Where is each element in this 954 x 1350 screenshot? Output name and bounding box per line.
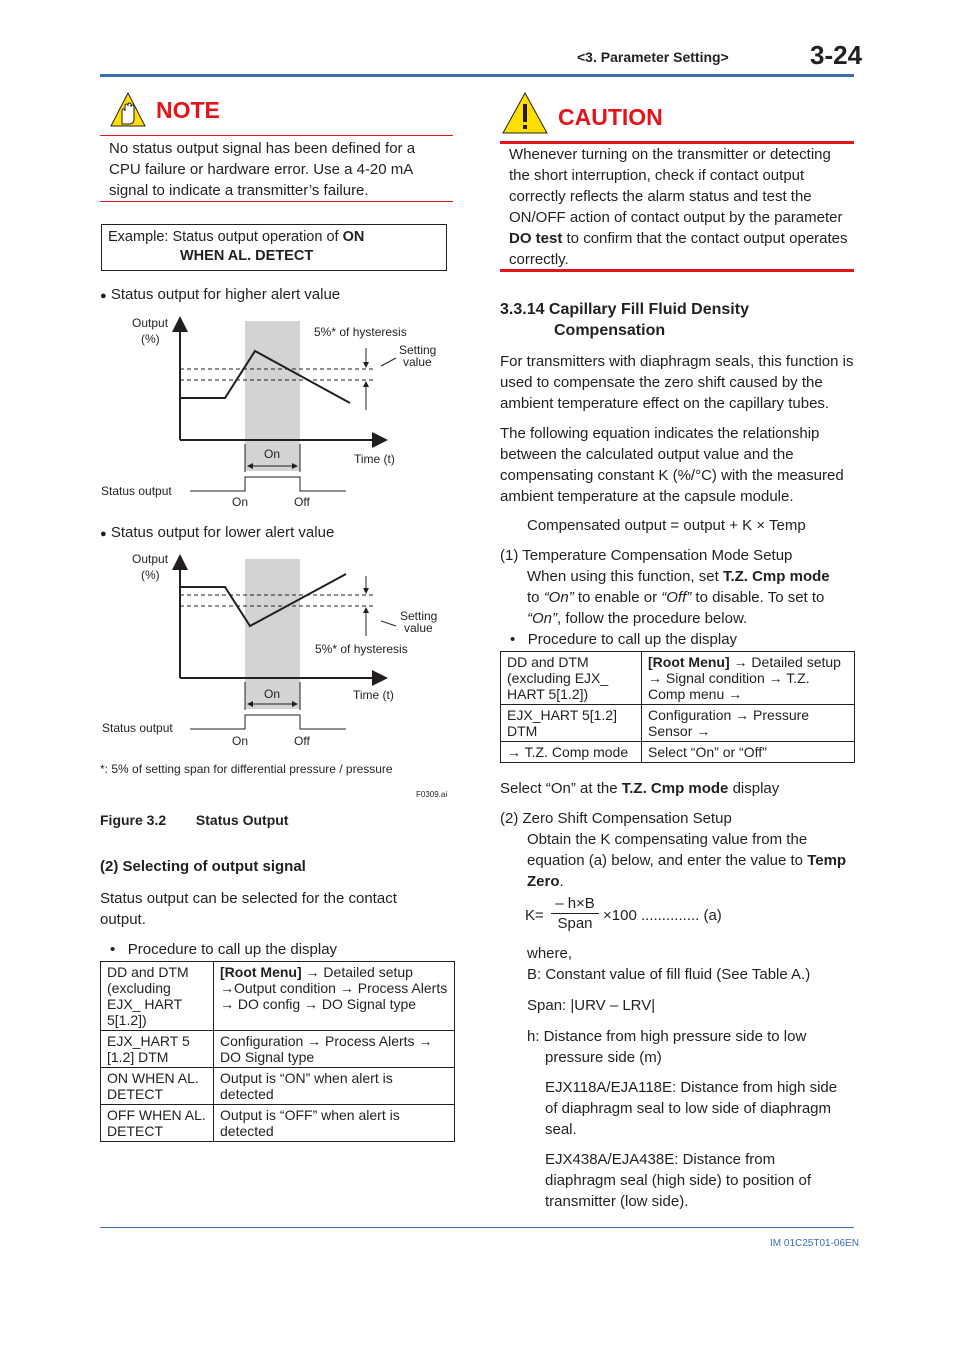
- figure-title: Status Output: [195, 812, 289, 828]
- table-cell: Select “On” or “Off”: [642, 742, 855, 763]
- k-label: K=: [525, 907, 544, 924]
- caution-bottom-rule: [500, 269, 854, 272]
- status-output-label: Status output: [101, 484, 172, 498]
- ejx438-definition: EJX438A/EJA438E: Distance from diaphragm seal (high side) to position of transmitter (low side).: [545, 1151, 811, 1210]
- section-equation: Compensated output = output + K × Temp: [527, 517, 806, 534]
- table-cell: Configuration → Process Alerts → DO Signal type: [214, 1031, 455, 1068]
- table-cell: OFF WHEN AL. DETECT: [101, 1105, 214, 1142]
- table-cell: Output is “OFF” when alert is detected: [214, 1105, 455, 1142]
- table-cell: [Root Menu] → Detailed setup →Output condition → Process Alerts → DO config → DO Signal type: [214, 962, 455, 1031]
- diagram-footnote: *: 5% of setting span for differential pressure / pressure: [100, 762, 393, 776]
- output-label: Output: [132, 552, 169, 566]
- header-rule: [100, 74, 854, 77]
- status-output-label: Status output: [102, 721, 173, 735]
- header-section-title: <3. Parameter Setting>: [577, 49, 729, 65]
- figure-number: Figure 3.2: [100, 812, 167, 828]
- note-bottom-rule: [100, 201, 453, 202]
- on-label-2: On: [232, 495, 249, 509]
- span-definition: Span: |URV – LRV|: [527, 997, 656, 1014]
- table-cell: → T.Z. Comp mode: [501, 742, 642, 763]
- table-cell: [Root Menu] → Detailed setup → Signal condition → T.Z. Comp menu →: [642, 652, 855, 705]
- higher-alert-diagram: [96, 306, 456, 516]
- status-signal: [190, 715, 346, 729]
- table-cell: DD and DTM (excluding EJX_ HART 5[1.2]): [101, 962, 214, 1031]
- setting-label: Setting: [399, 343, 437, 357]
- note-top-rule: [100, 135, 453, 136]
- selecting-heading: (2) Selecting of output signal: [100, 858, 306, 875]
- on-label: On: [264, 687, 281, 701]
- example-bold-on: ON: [342, 229, 365, 245]
- warning-icon: [502, 92, 548, 134]
- table-row: [501, 652, 855, 705]
- value-label: value: [404, 621, 433, 635]
- table-row: [101, 1068, 455, 1105]
- bullet-higher: [100, 284, 340, 307]
- table-cell: ON WHEN AL. DETECT: [101, 1068, 214, 1105]
- figure-caption: [100, 812, 288, 828]
- table-cell: EJX_HART 5[1.2] DTM: [501, 705, 642, 742]
- table-row: [501, 705, 855, 742]
- off-label: Off: [294, 495, 310, 509]
- table-row: [101, 1031, 455, 1068]
- h-definition: h: Distance from high pressure side to low pressure side (m): [527, 1028, 807, 1066]
- table-cell: EJX_HART 5 [1.2] DTM: [101, 1031, 214, 1068]
- table-row: [101, 962, 455, 1031]
- tcm-procedure: • Procedure to call up the display: [510, 631, 738, 648]
- tcm-select: Select “On” at the T.Z. Cmp mode display: [500, 780, 780, 797]
- selecting-text: Status output can be selected for the contact output.: [100, 890, 397, 928]
- page-number: 3-24: [810, 40, 863, 70]
- figure-file-id: F0309.ai: [416, 790, 448, 799]
- caution-title: CAUTION: [558, 104, 663, 130]
- hysteresis-label: 5%* of hysteresis: [315, 642, 408, 656]
- bullet-lower-text: Status output for lower alert value: [110, 524, 335, 541]
- off-label: Off: [294, 734, 310, 748]
- tcm-table: [500, 651, 855, 763]
- zsc-text: Obtain the K compensating value from the equation (a) below, and enter the value to Temp Zero.: [527, 831, 847, 890]
- ejx118-definition: EJX118A/EJA118E: Distance from high side of diaphragm seal to low side of diaphragm seal.: [545, 1079, 838, 1138]
- note-title: NOTE: [156, 97, 220, 123]
- where-label: where,: [527, 945, 573, 962]
- bullet-dot-icon: ●: [100, 528, 107, 540]
- bullet-higher-text: Status output for higher alert value: [110, 286, 341, 303]
- table-cell: Output is “ON” when alert is detected: [214, 1068, 455, 1105]
- selecting-procedure-text: Procedure to call up the display: [127, 941, 338, 958]
- tcm-text: When using this function, set T.Z. Cmp mode to “On” to enable or “Off” to disable. To set to “On”, follow the procedure below.: [527, 568, 830, 627]
- section-p1: For transmitters with diaphragm seals, this function is used to compensate the zero shift caused by the ambient temperature effect on the capillary tubes.: [500, 353, 854, 412]
- output-label: Output: [132, 316, 169, 330]
- bullet-lower: [100, 522, 334, 545]
- section-heading: 3.3.14 Capillary Fill Fluid Density Compensation: [500, 301, 749, 339]
- value-label: value: [403, 355, 432, 369]
- k-numerator: – h×B: [551, 895, 599, 914]
- tcm-procedure-text: Procedure to call up the display: [527, 631, 738, 648]
- footer-rule: [100, 1227, 854, 1228]
- caution-text: Whenever turning on the transmitter or detecting the short interruption, check if contact output correctly reflects the alarm status and test the ON/OFF action of contact output by the parameter DO test to confirm that the contact output operates correctly.: [509, 146, 848, 268]
- table-row: [101, 1105, 455, 1142]
- setting-label: Setting: [400, 609, 438, 623]
- selecting-table: [100, 961, 455, 1142]
- k-denominator: Span: [557, 915, 593, 932]
- table-cell: DD and DTM (excluding EJX_ HART 5[1.2]): [501, 652, 642, 705]
- k-fraction: [551, 895, 599, 933]
- zsc-heading: (2) Zero Shift Compensation Setup: [500, 810, 732, 827]
- b-definition: B: Constant value of fill fluid (See Table A.): [527, 966, 811, 983]
- bullet-dot-icon: ●: [100, 290, 107, 302]
- time-label: Time (t): [354, 452, 395, 466]
- hysteresis-label: 5%* of hysteresis: [314, 325, 407, 339]
- percent-label: (%): [141, 332, 160, 346]
- table-cell: Configuration → Pressure Sensor →: [642, 705, 855, 742]
- selecting-procedure: • Procedure to call up the display: [110, 941, 338, 958]
- on-label-2: On: [232, 734, 249, 748]
- lower-alert-diagram: [96, 546, 456, 756]
- hand-icon: [110, 92, 146, 128]
- on-label: On: [264, 447, 281, 461]
- k-times100: ×100 .............. (a): [603, 907, 722, 924]
- example-bold-detect: WHEN AL. DETECT: [180, 248, 314, 264]
- example-prefix: Example: Status output operation of: [108, 229, 343, 245]
- percent-label: (%): [141, 568, 160, 582]
- status-signal: [190, 477, 346, 491]
- example-box: [101, 224, 447, 271]
- doc-code: IM 01C25T01-06EN: [770, 1238, 859, 1249]
- table-row: [501, 742, 855, 763]
- time-label: Time (t): [353, 688, 394, 702]
- note-text: No status output signal has been defined for a CPU failure or hardware error. Use a 4-20 mA signal to indicate a transmitter’s failure.: [109, 140, 416, 199]
- tcm-heading: (1) Temperature Compensation Mode Setup: [500, 547, 793, 564]
- section-p2: The following equation indicates the relationship between the calculated output value and the compensating constant K (%/°C) with the measured ambient temperature at the capsule module.: [500, 425, 844, 505]
